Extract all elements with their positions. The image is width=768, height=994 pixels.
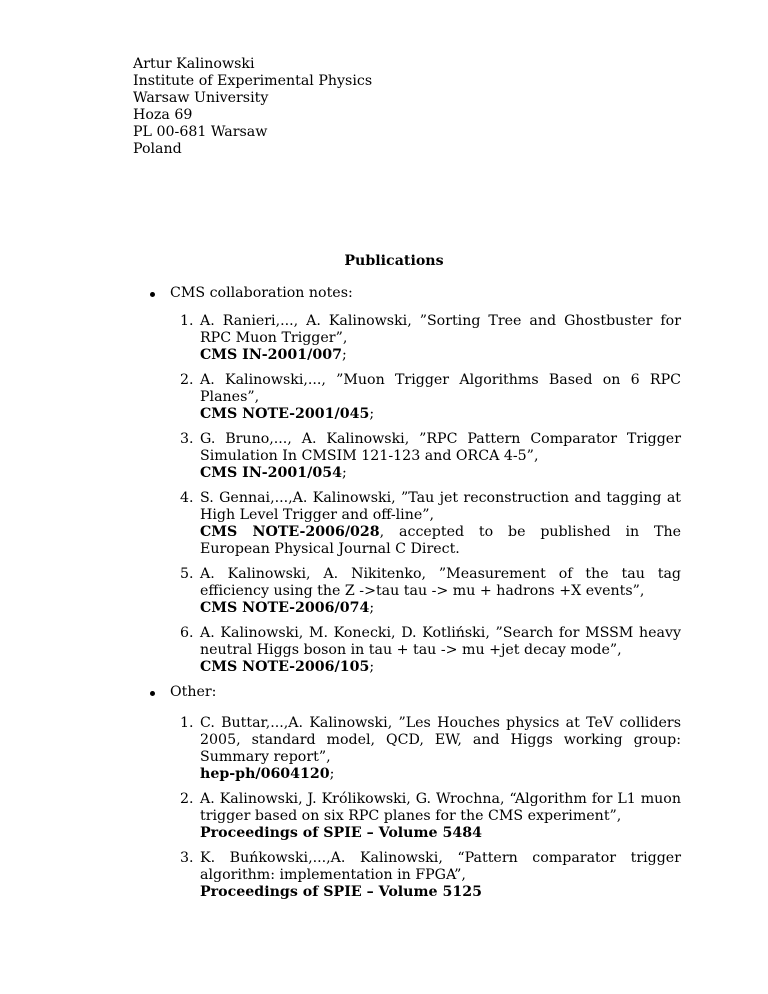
country: Poland [133,141,182,157]
publication-list-cms [180,313,681,684]
item-text: A. Kalinowski, A. Nikitenko, ”Measurement of the tau tag efficiency using the Z ->tau tau -> mu + hadrons +X events”, [200,566,681,599]
list-item [180,791,681,842]
item-number: 1. [180,313,194,329]
list-item [180,431,681,482]
bullet-icon [150,691,155,696]
item-code: CMS NOTE-2006/028 [200,524,380,540]
section-cms-notes [150,285,670,302]
address-block [133,56,372,158]
page-title: Publications [344,253,444,269]
city: PL 00-681 Warsaw [133,124,268,140]
item-suffix: ; [341,465,347,481]
item-number: 3. [180,850,194,866]
section-heading [150,285,670,302]
author-name: Artur Kalinowski [133,56,255,72]
street: Hoza 69 [133,107,193,123]
item-suffix: ; [341,347,347,363]
list-item [180,566,681,617]
item-code: CMS IN-2001/007 [200,347,342,363]
item-number: 2. [180,791,194,807]
item-number: 5. [180,566,194,582]
item-text: A. Kalinowski,..., ”Muon Trigger Algorithms Based on 6 RPC Planes”, [200,372,681,405]
list-item [180,313,681,364]
list-item [180,490,681,558]
section-heading-text: CMS collaboration notes: [170,285,353,301]
item-text: A. Ranieri,..., A. Kalinowski, ”Sorting Tree and Ghostbuster for RPC Muon Trigger”, [200,313,681,346]
item-suffix: ; [369,406,375,422]
publication-list-other [180,715,681,909]
item-code: Proceedings of SPIE – Volume 5484 [200,825,482,841]
item-text: K. Buńkowski,...,A. Kalinowski, “Pattern comparator trigger algorithm: implementation in FPGA”, [200,850,681,883]
item-text: G. Bruno,..., A. Kalinowski, ”RPC Pattern Comparator Trigger Simulation In CMSIM 121-123 and ORCA 4-5”, [200,431,681,464]
item-number: 2. [180,372,194,388]
item-code: CMS NOTE-2001/045 [200,406,370,422]
item-number: 4. [180,490,194,506]
bullet-icon [150,292,155,297]
item-suffix: ; [369,659,375,675]
item-code: Proceedings of SPIE – Volume 5125 [200,884,482,900]
list-item [180,850,681,901]
institute: Institute of Experimental Physics [133,73,373,89]
university: Warsaw University [133,90,269,106]
item-code: CMS NOTE-2006/105 [200,659,370,675]
item-text: S. Gennai,...,A. Kalinowski, ”Tau jet reconstruction and tagging at High Level Trigger and off-line”, [200,490,681,523]
item-suffix: ; [369,600,375,616]
item-number: 3. [180,431,194,447]
list-item [180,715,681,783]
list-item [180,625,681,676]
item-number: 6. [180,625,194,641]
item-code: hep-ph/0604120 [200,766,330,782]
item-suffix: ; [329,766,335,782]
item-text: C. Buttar,...,A. Kalinowski, ”Les Houches physics at TeV colliders 2005, standard model, QCD, EW, and Higgs working group: Summary report”, [200,715,681,765]
item-text: A. Kalinowski, M. Konecki, D. Kotliński, ”Search for MSSM heavy neutral Higgs boson in tau + tau -> mu +jet decay mode”, [200,625,681,658]
section-heading-text: Other: [170,684,217,700]
item-number: 1. [180,715,194,731]
list-item [180,372,681,423]
section-heading [150,684,670,701]
item-suffix: , accepted to be published in The European Physical Journal C Direct. [200,524,681,557]
section-other [150,684,670,701]
item-code: CMS NOTE-2006/074 [200,600,370,616]
item-text: A. Kalinowski, J. Królikowski, G. Wrochna, “Algorithm for L1 muon trigger based on six RPC planes for the CMS experiment”, [200,791,681,824]
item-code: CMS IN-2001/054 [200,465,342,481]
